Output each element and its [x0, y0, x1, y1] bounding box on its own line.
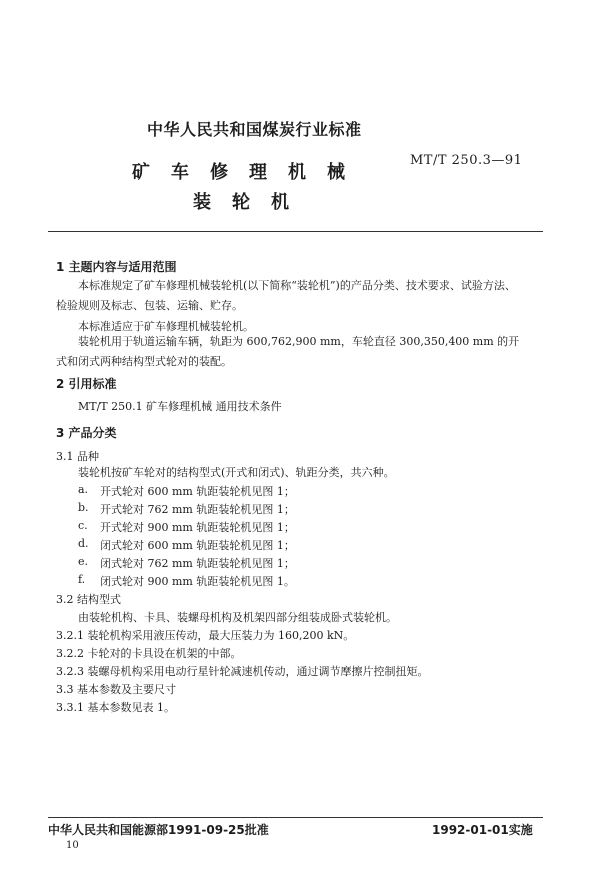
page-number: 10 — [66, 840, 79, 851]
section-3-2-2: 3.2.2 卡轮对的卡具设在机架的中部。 — [56, 647, 242, 660]
list-item: 开式轮对 600 mm 轨距装轮机见图 1； — [100, 485, 295, 498]
section-3-3-heading: 3.3 基本参数及主要尺寸 — [56, 683, 176, 696]
list-item: 开式轮对 900 mm 轨距装轮机见图 1； — [100, 521, 295, 534]
section-2-reference: MT/T 250.1 矿车修理机械 通用技术条件 — [78, 400, 282, 413]
effective-date: 1992-01-01实施 — [432, 823, 533, 837]
list-item-marker: a. — [78, 483, 89, 496]
section-3-2-heading: 3.2 结构型式 — [56, 593, 121, 606]
section-1-paragraph-2: 本标准适应于矿车修理机械装轮机。 — [78, 320, 254, 333]
approval-line: 中华人民共和国能源部1991-09-25批准 — [48, 823, 269, 837]
header-divider — [48, 231, 543, 232]
section-3-2-intro: 由装轮机构、卡具、装螺母机构及机架四部分组装成卧式装轮机。 — [78, 611, 397, 624]
list-item: 开式轮对 762 mm 轨距装轮机见图 1； — [100, 503, 295, 516]
list-item-marker: e. — [78, 555, 89, 568]
section-1-heading: 1 主题内容与适用范围 — [56, 260, 177, 274]
list-item-marker: b. — [78, 501, 89, 514]
section-3-heading: 3 产品分类 — [56, 426, 117, 440]
list-item-marker: c. — [78, 519, 88, 532]
list-item: 闭式轮对 900 mm 轨距装轮机见图 1。 — [100, 575, 295, 588]
standard-code: MT/T 250.3—91 — [410, 153, 523, 168]
document-title-line2: 装轮机 — [193, 192, 310, 213]
section-2-heading: 2 引用标准 — [56, 377, 117, 391]
standard-category-title: 中华人民共和国煤炭行业标准 — [147, 120, 362, 139]
section-1-paragraph-3: 装轮机用于轨道运输车辆，轨距为 600,762,900 mm，车轮直径 300,350,400 mm 的开式和闭式两种结构型式轮对的装配。 — [56, 335, 520, 368]
section-1-paragraph-1: 本标准规定了矿车修理机械装轮机(以下简称“装轮机”)的产品分类、技术要求、试验方法、检验规则及标志、包装、运输、贮存。 — [56, 279, 516, 312]
section-3-1-heading: 3.1 品种 — [56, 450, 99, 463]
list-item-marker: f. — [78, 573, 86, 586]
list-item: 闭式轮对 600 mm 轨距装轮机见图 1； — [100, 539, 295, 552]
section-3-2-3: 3.2.3 装螺母机构采用电动行星针轮减速机传动，通过调节摩擦片控制扭矩。 — [56, 665, 429, 678]
list-item-marker: d. — [78, 537, 89, 550]
section-3-2-1: 3.2.1 装轮机构采用液压传动，最大压装力为 160,200 kN。 — [56, 629, 355, 642]
document-title-line1: 矿车修理机械 — [132, 162, 366, 183]
list-item: 闭式轮对 762 mm 轨距装轮机见图 1； — [100, 557, 295, 570]
section-3-3-1: 3.3.1 基本参数见表 1。 — [56, 701, 175, 714]
section-3-1-intro: 装轮机按矿车轮对的结构型式(开式和闭式)、轨距分类，共六种。 — [78, 466, 395, 479]
footer-divider — [48, 817, 543, 818]
